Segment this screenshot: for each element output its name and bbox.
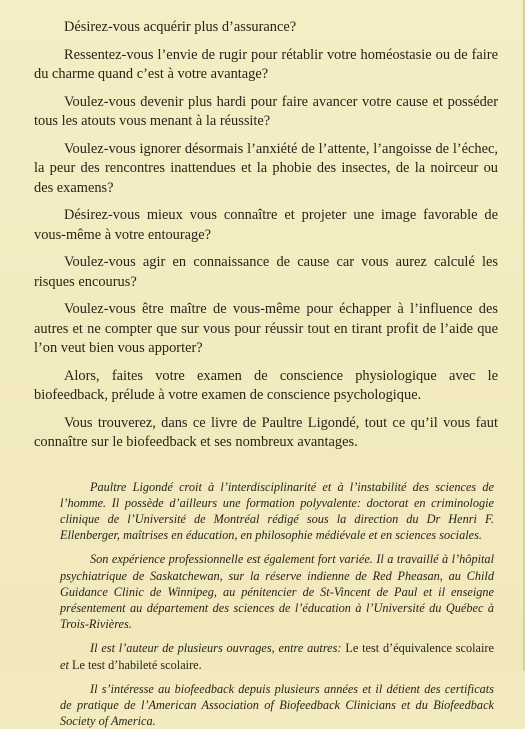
bio-paragraph-education: Paultre Ligondé croit à l’interdisciplinarité et à l’instabilité des sciences de l’homme. Il possède d’ailleurs une formation polyvalente: doctorat en criminologie clinique de l’Université de Montréal rédigé sous la direction du Dr Henri F. Ellenberger, maîtrises en éducation, en philosophie médiévale et en sciences sociales. xyxy=(60,479,494,544)
work-title-2: Le test d’habileté scolaire. xyxy=(72,658,202,672)
works-conjunction: et xyxy=(60,658,72,672)
bio-paragraph-experience: Son expérience professionnelle est également fort variée. Il a travaillé à l’hôpital psychiatrique de Saskatchewan, sur la réserve indienne de Red Pheasan, au Child Guidance Clinic de Winnipeg, au pénitencier de St-Vincent de Paul et il enseigne présentement au département des sciences de l’éducation à l’Université du Québec à Trois-Rivières. xyxy=(60,551,494,632)
author-biography xyxy=(34,479,498,729)
question-7: Voulez-vous être maître de vous-même pour échapper à l’influence des autres et ne compter que sur vous pour réussir tout en tirant profit de l’aide que l’on veut bien vous apporter? xyxy=(34,300,498,359)
bio-paragraph-works xyxy=(60,640,494,672)
question-1: Désirez-vous acquérir plus d’assurance? xyxy=(34,18,498,38)
promo-questions xyxy=(34,18,498,453)
book-pitch-paragraph: Vous trouverez, dans ce livre de Paultre Ligondé, tout ce qu’il vous faut connaître sur le biofeedback et ses nombreux avantages. xyxy=(34,414,498,453)
works-intro: Il est l’auteur de plusieurs ouvrages, entre autres: xyxy=(90,641,345,655)
question-6: Voulez-vous agir en connaissance de cause car vous aurez calculé les risques encourus? xyxy=(34,253,498,292)
conclusion-paragraph: Alors, faites votre examen de conscience physiologique avec le biofeedback, prélude à votre examen de conscience psychologique. xyxy=(34,367,498,406)
question-5: Désirez-vous mieux vous connaître et projeter une image favorable de vous-même à votre entourage? xyxy=(34,206,498,245)
question-4: Voulez-vous ignorer désormais l’anxiété de l’attente, l’angoisse de l’échec, la peur des rencontres inattendues et la phobie des insectes, de la noirceur ou des examens? xyxy=(34,140,498,199)
bio-paragraph-certificates: Il s’intéresse au biofeedback depuis plusieurs années et il détient des certificats de pratique de l’American Association of Biofeedback Clinicians et du Biofeedback Society of America. xyxy=(60,681,494,729)
question-3: Voulez-vous devenir plus hardi pour faire avancer votre cause et posséder tous les atouts vous menant à la réussite? xyxy=(34,93,498,132)
work-title-1: Le test d’équivalence scolaire xyxy=(345,641,494,655)
question-2: Ressentez-vous l’envie de rugir pour rétablir votre homéostasie ou de faire du charme quand c’est à votre avantage? xyxy=(34,46,498,85)
